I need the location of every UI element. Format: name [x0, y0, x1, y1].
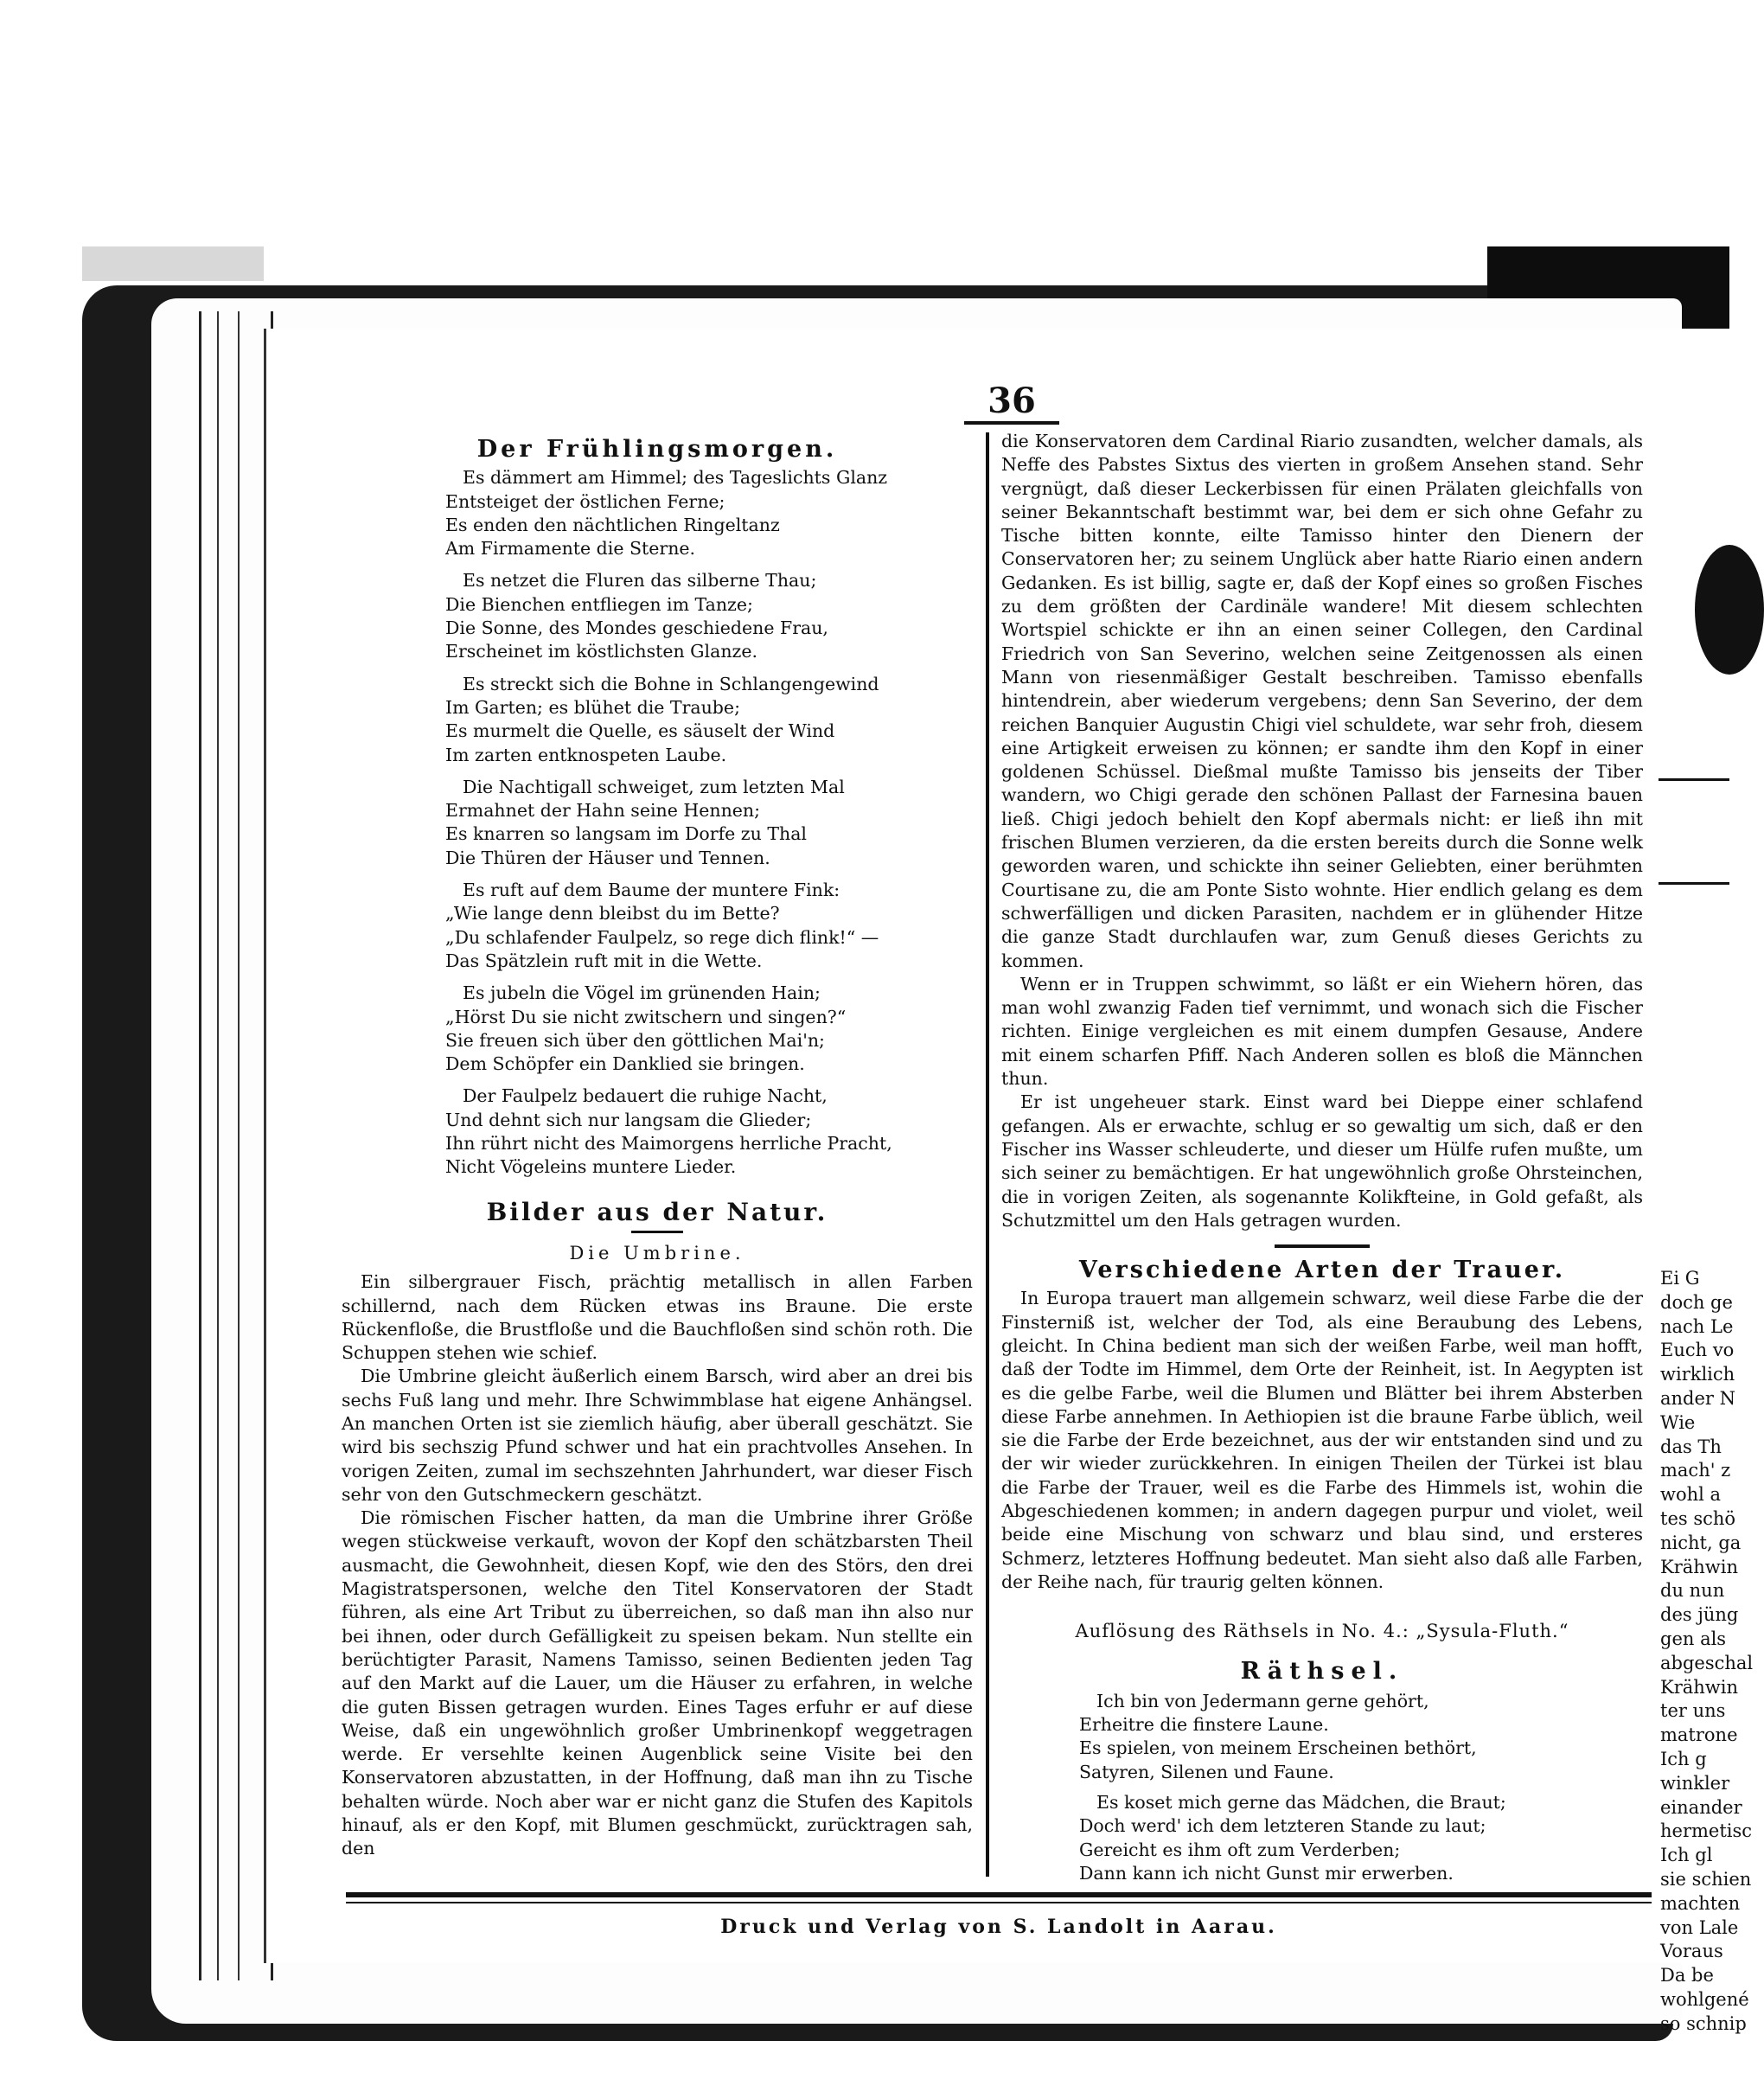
- adjacent-line-fragment: machten: [1660, 1892, 1741, 1914]
- adjacent-line-fragment: abgeschal: [1660, 1652, 1754, 1673]
- poem-line: Im zarten entknospeten Laube.: [445, 744, 727, 765]
- paragraph: Wenn er in Truppen schwimmt, so läßt er ein Wiehern hören, das man wohl zwanzig Faden tief vernimmt, und wonach sich die Fischer richten. Einige vergleichen es mit einem dumpfen Gesause, Andere mit einem scharfen Pfiff. Nach Anderen sollen es bloß die Männchen thun.: [1001, 973, 1643, 1090]
- adjacent-line-fragment: Da be: [1660, 1965, 1714, 1986]
- column-divider: [986, 432, 989, 1877]
- riddle-line: Ich bin von Jedermann gerne gehört,: [1096, 1690, 1429, 1711]
- adjacent-line-fragment: wohlgené: [1660, 1988, 1749, 2010]
- paragraph: Die Umbrine gleicht äußerlich einem Barsch, wird aber an drei bis sechs Fuß lang und mehr. Ihre Schwimmblase hat eigene Anhängsel. An manchen Orten ist sie ziemlich häufig, aber überall geschätzt. Sie wird bis sechszig Pfund schwer und hat ein prachtvolles Ansehen. In vorigen Zeiten, zumal im sechszehnten Jahrhundert, war dieser Fisch sehr von den Gutschmeckern geschätzt.: [342, 1366, 973, 1505]
- poem-stanza: [445, 1084, 973, 1179]
- adjacent-line-fragment: wohl a: [1660, 1484, 1722, 1506]
- poem-line: Erscheinet im köstlichsten Glanze.: [445, 641, 757, 662]
- riddle-stanza: [1079, 1791, 1643, 1885]
- poem-body: [342, 466, 973, 1179]
- page-number: 36: [964, 381, 1059, 425]
- paragraph: Die römischen Fischer hatten, da man die Umbrine ihrer Größe wegen stückweise verkauft, wovon der Kopf den schätzbarsten Theil ausmacht, die Gewohnheit, diesen Kopf, wie den des Störs, den drei Magistratspersonen, welche den Titel Konservatoren der Stadt führen, als eine Art Tribut zu überreichen, so daß man ihn also nur bei ihnen, oder durch Gefälligkeit zu speisen bekam. Nun stellte ein berüchtigter Parasit, Namens Tamisso, seinen Bedienten jeden Tag auf den Markt auf die Lauer, um die Häuser zu erfahren, in welche die guten Bissen getragen wurden. Eines Tages erfuhr er auf diese Weise, daß ein ungewöhnlich großer Umbrinenkopf weggetragen werde. Er versehlte keinen Augenblick seine Visite bei den Konservatoren abzustatten, in der Hoffnung, daß man ihn zu Tische behalten würde. Noch aber war er nicht ganz die Stufen des Kapitols hinauf, als er den Kopf, mit Blumen geschmückt, zurücktragen sah, den: [342, 1507, 973, 1859]
- riddle-stanza: [1079, 1690, 1643, 1784]
- adjacent-line-fragment: des jüng: [1660, 1604, 1739, 1626]
- poem-line: Die Thüren der Häuser und Tennen.: [445, 847, 770, 868]
- poem-line: Es knarren so langsam im Dorfe zu Thal: [445, 823, 807, 845]
- adjacent-line-fragment: so schnip: [1660, 2012, 1747, 2034]
- poem-line: Es streckt sich die Bohne in Schlangengewind: [463, 673, 879, 694]
- poem-line: „Wie lange denn bleibst du im Bette?: [445, 903, 780, 924]
- adjacent-page: [1659, 329, 1754, 2034]
- poem-line: Am Firmamente die Sterne.: [445, 538, 696, 560]
- adjacent-line-fragment: nach Le: [1660, 1315, 1734, 1337]
- riddle-line: Es spielen, von meinem Erscheinen bethört,: [1079, 1737, 1477, 1759]
- paragraph: In Europa trauert man allgemein schwarz, weil diese Farbe die der Finsterniß ist, welcher der Tod, als eine Beraubung des Lebens, gleicht. In China bedient man sich der weißen Farbe, weil man hofft, daß der Todte im Himmel, dem Orte der Reinheit, ist. In Aegypten ist es die gelbe Farbe, weil die Blumen und Blätter bei ihrem Absterben diese Farbe annehmen. In Aethiopien ist die braune Farbe üblich, weil sie die Farbe der Erde bezeichnet, aus der wir entstanden sind und zu der wir wieder zurückkehren. In einigen Theilen der Türkei ist blau die Farbe der Trauer, weil es die Farbe des Himmels ist, wohin die Abgeschiedenen kommen; in andern dagegen purpur und violet, weil beide eine Mischung von schwarz und blau sind, und ersteres Schmerz, letzteres Hoffnung bedeutet. Man sieht also daß alle Farben, der Reihe nach, für traurig gelten können.: [1001, 1288, 1643, 1592]
- poem-line: Es dämmert am Himmel; des Tageslichts Glanz: [463, 467, 888, 489]
- colophon: Druck und Verlag von S. Landolt in Aarau.: [720, 1916, 1277, 1938]
- article-subtitle: Die Umbrine.: [569, 1242, 745, 1264]
- poem-line: Ihn rührt nicht des Maimorgens herrliche Pracht,: [445, 1133, 892, 1155]
- riddle-line: Doch werd' ich dem letzteren Stande zu laut;: [1079, 1815, 1486, 1837]
- poem-line: Und dehnt sich nur langsam die Glieder;: [445, 1109, 812, 1130]
- poem-line: „Hörst Du sie nicht zwitschern und singen?“: [445, 1006, 847, 1027]
- nature-section-title: Bilder aus der Natur.: [486, 1197, 828, 1226]
- poem-line: Es jubeln die Vögel im grünenden Hain;: [463, 982, 821, 1004]
- adjacent-line-fragment: nicht, ga: [1660, 1532, 1742, 1553]
- umbrine-article-continued: [1001, 430, 1643, 1232]
- poem-line: Die Bienchen entfliegen im Tanze;: [445, 593, 753, 615]
- poem-line: Nicht Vögeleins muntere Lieder.: [445, 1156, 737, 1178]
- poem-line: Der Faulpelz bedauert die ruhige Nacht,: [463, 1085, 828, 1107]
- adjacent-line-fragment: hermetisc: [1660, 1820, 1753, 1842]
- poem-line: Sie freuen sich über den göttlichen Mai'n;: [445, 1029, 825, 1051]
- poem-line: Dem Schöpfer ein Danklied sie bringen.: [445, 1053, 805, 1075]
- adjacent-text: [1660, 1267, 1754, 2037]
- footer-rule-thin: [346, 1902, 1652, 1903]
- poem-stanza: [445, 466, 973, 560]
- poem-line: „Du schlafender Faulpelz, so rege dich flink!“ —: [445, 926, 879, 948]
- poem-stanza: [445, 569, 973, 663]
- illustration-fragment: [1695, 545, 1764, 675]
- adjacent-line-fragment: Voraus: [1660, 1941, 1723, 1962]
- adjacent-line-fragment: winkler: [1660, 1772, 1730, 1794]
- adjacent-rule: [1659, 882, 1729, 885]
- riddle-line: Es koset mich gerne das Mädchen, die Braut;: [1096, 1792, 1506, 1814]
- riddle-body: [1079, 1690, 1643, 1885]
- poem-line: Entsteiget der östlichen Ferne;: [445, 490, 725, 512]
- poem-title: Der Frühlingsmorgen.: [476, 436, 838, 463]
- paragraph: die Konservatoren dem Cardinal Riario zusandten, welcher damals, als Neffe des Pabstes Sixtus des vierten in großem Ansehen stand. Sehr vergnügt, daß dieser Leckerbissen für einen Prälaten gleichfalls von seiner Bekanntschaft bestimmt war, bei dem er sich ohne Gefahr zu Tische bitten konnte, eilte Tamisso hinter den Dienern der Conservatoren her; zu seinem Unglück aber hatte Riario einen andern Gedanken. Es ist billig, sagte er, daß der Kopf eines so großen Fisches zu dem größten der Cardinäle wandere! Mit diesem schlechten Wortspiel schickte er ihn an einen seiner Collegen, den Cardinal Friedrich von San Severino, welchen seine Zeitgenossen als einen Mann von riesenmäßiger Gestalt beschreiben. Tamisso ebenfalls hintendrein, aber wiederum vergebens; denn San Severino, der dem reichen Banquier Augustin Chigi viel schuldete, war sehr froh, diesem eine Artigkeit erweisen zu können; er sandte ihm den Kopf in einer goldenen Schüssel. Dießmal mußte Tamisso bis jenseits der Tiber wandern, wo Chigi gerade den schönen Pallast der Farnesina bauen ließ. Chigi jedoch behielt den Kopf abermals nicht: er ließ ihn mit frischen Blumen verzieren, da die ersten bereits durch die Sonne welk geworden waren, und schickte ihn seiner Geliebten, einer berühmten Courtisane zu, die am Ponte Sisto wohnte. Hier endlich gelang es dem schwerfälligen und dicken Parasiten, nachdem er in glühender Hitze die ganze Stadt durchlaufen war, zum Genuß dieses Gerichts zu kommen.: [1001, 431, 1643, 971]
- adjacent-line-fragment: Krähwin: [1660, 1676, 1738, 1698]
- scan-shadow: [82, 246, 264, 281]
- adjacent-line-fragment: sie schien: [1660, 1868, 1752, 1890]
- adjacent-line-fragment: wirklich: [1660, 1364, 1735, 1385]
- section-divider: [1275, 1244, 1370, 1248]
- adjacent-line-fragment: Euch vo: [1660, 1340, 1735, 1361]
- adjacent-line-fragment: Krähwin: [1660, 1556, 1738, 1577]
- poem-stanza: [445, 776, 973, 870]
- adjacent-line-fragment: von Lale: [1660, 1916, 1739, 1938]
- adjacent-line-fragment: ter uns: [1660, 1700, 1726, 1722]
- page-stack-edges: [199, 311, 273, 1980]
- poem-line: Ermahnet der Hahn seine Hennen;: [445, 800, 761, 822]
- right-column: [1001, 430, 1643, 1892]
- poem-line: Es netzet die Fluren das silberne Thau;: [463, 570, 817, 592]
- riddle-line: Satyren, Silenen und Faune.: [1079, 1761, 1334, 1782]
- adjacent-line-fragment: Ich gl: [1660, 1845, 1713, 1866]
- poem-line: Es murmelt die Quelle, es säuselt der Wind: [445, 720, 835, 742]
- riddle-line: Erheitre die finstere Laune.: [1079, 1714, 1329, 1736]
- left-column: [342, 432, 973, 1861]
- paragraph: Er ist ungeheuer stark. Einst ward bei Dieppe einer schlafend gefangen. Als er erwachte, schlug er so gewaltig um sich, daß er den Fischer ins Wasser schleuderte, und dieser um Hülfe rufen mußte, um sich seiner zu bemächtigen. Er hat ungewöhnlich große Ohrsteinchen, die in vorigen Zeiten, als sogenannte Kolikfteine, in Gold gefaßt, als Schutzmittel um den Hals getragen wurden.: [1001, 1091, 1643, 1231]
- poem-stanza: [445, 879, 973, 973]
- adjacent-line-fragment: Ei G: [1660, 1268, 1700, 1289]
- adjacent-line-fragment: Wie: [1660, 1411, 1696, 1433]
- paragraph: Ein silbergrauer Fisch, prächtig metallisch in allen Farben schillernd, nach dem Rücken etwas ins Braune. Die erste Rückenfloße, die Brustfloße und die Bauchfloßen sind schön roth. Die Schuppen stehen wie schief.: [342, 1271, 973, 1364]
- trauer-section-title: Verschiedene Arten der Trauer.: [1078, 1257, 1566, 1284]
- adjacent-line-fragment: gen als: [1660, 1628, 1727, 1649]
- footer-rule-thick: [346, 1892, 1652, 1897]
- adjacent-line-fragment: ander N: [1660, 1387, 1736, 1409]
- adjacent-line-fragment: Ich g: [1660, 1748, 1707, 1769]
- riddle-line: Dann kann ich nicht Gunst mir erwerben.: [1079, 1862, 1454, 1884]
- poem-line: Die Nachtigall schweiget, zum letzten Mal: [463, 776, 845, 797]
- adjacent-line-fragment: doch ge: [1660, 1291, 1733, 1313]
- riddle-solution: Auflösung des Räthsels in No. 4.: „Sysula-Fluth.“: [1075, 1621, 1569, 1642]
- riddle-title: Räthsel.: [1240, 1657, 1404, 1685]
- umbrine-article: [342, 1270, 973, 1860]
- title-rule: [631, 1231, 683, 1233]
- trauer-article: [1001, 1287, 1643, 1594]
- poem-stanza: [445, 673, 973, 767]
- poem-line: Es ruft auf dem Baume der muntere Fink:: [463, 880, 840, 901]
- adjacent-line-fragment: tes schö: [1660, 1507, 1736, 1529]
- adjacent-line-fragment: matrone: [1660, 1724, 1738, 1746]
- adjacent-line-fragment: einander: [1660, 1796, 1742, 1818]
- adjacent-line-fragment: das Th: [1660, 1436, 1722, 1457]
- poem-line: Im Garten; es blühet die Traube;: [445, 696, 740, 718]
- poem-line: Die Sonne, des Mondes geschiedene Frau,: [445, 617, 828, 639]
- poem-stanza: [445, 982, 973, 1076]
- adjacent-line-fragment: mach' z: [1660, 1460, 1731, 1481]
- adjacent-rule: [1659, 778, 1729, 781]
- adjacent-line-fragment: du nun: [1660, 1580, 1725, 1602]
- riddle-line: Gereicht es ihm oft zum Verderben;: [1079, 1839, 1401, 1860]
- poem-line: Das Spätzlein ruft mit in die Wette.: [445, 950, 763, 971]
- poem-line: Es enden den nächtlichen Ringeltanz: [445, 514, 780, 535]
